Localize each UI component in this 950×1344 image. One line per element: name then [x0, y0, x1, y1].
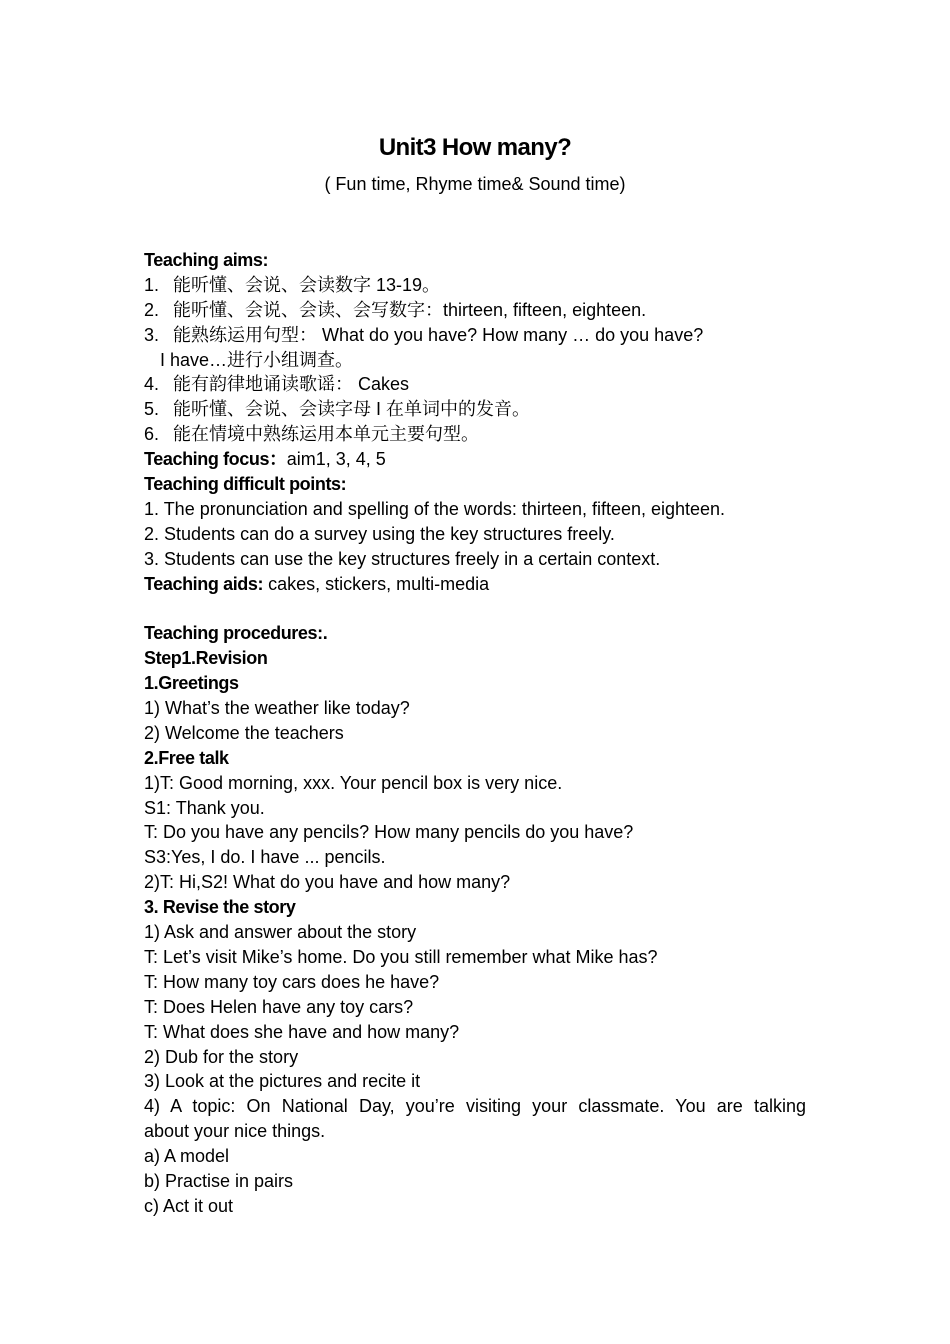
aim-number: 6. [144, 424, 160, 445]
teaching-aids [144, 572, 806, 597]
aim-text: 能熟练运用句型： What do you have? How many … do you have? [173, 324, 704, 345]
free-talk-line: S3:Yes, I do. I have ... pencils. [144, 847, 386, 868]
aim-item-3-continuation: I have…进行小组调查。 [160, 349, 354, 370]
focus-value: aim1, 3, 4, 5 [286, 449, 386, 470]
spacer [144, 596, 806, 621]
difficult-item: 1. The pronunciation and spelling of the words: thirteen, fifteen, eighteen. [144, 498, 726, 519]
aim-number: 3. [144, 324, 160, 345]
topic-line: 4) A topic: On National Day, you’re visiting your classmate. You are talking [144, 1096, 806, 1117]
activity-line: b) Practise in pairs [144, 1170, 294, 1191]
activity-line: a) A model [144, 1146, 230, 1167]
revise-line: T: Let’s visit Mike’s home. Do you still remember what Mike has? [144, 946, 658, 967]
revise-line: 3) Look at the pictures and recite it [144, 1071, 421, 1092]
page-title: Unit3 How many? [378, 134, 572, 161]
aim-text: 能听懂、会说、会读数字 13-19。 [173, 274, 441, 295]
revise-line: T: What does she have and how many? [144, 1021, 460, 1042]
aim-item-4 [144, 372, 806, 397]
aim-item-3 [144, 323, 806, 348]
revise-line: T: How many toy cars does he have? [144, 971, 440, 992]
aim-number: 5. [144, 399, 160, 420]
difficult-item: 2. Students can do a survey using the key structures freely. [144, 523, 615, 544]
aim-text: 能听懂、会说、会读、会写数字：thirteen, fifteen, eighteen. [173, 299, 647, 320]
greetings-line: 2) Welcome the teachers [144, 722, 344, 743]
difficult-heading: Teaching difficult points: [144, 474, 347, 495]
aim-item-6 [144, 422, 806, 447]
procedures-heading: Teaching procedures:. [144, 623, 328, 644]
revise-line: 2) Dub for the story [144, 1046, 299, 1067]
topic-line-continuation: about your nice things. [144, 1121, 326, 1142]
focus-label: Teaching focus： [144, 449, 287, 470]
aids-value: cakes, stickers, multi-media [263, 573, 490, 594]
greetings-line: 1) What’s the weather like today? [144, 698, 410, 719]
step1-heading: Step1.Revision [144, 648, 268, 669]
aim-text: 能听懂、会说、会读字母 I 在单词中的发音。 [173, 399, 531, 420]
aims-heading: Teaching aims: [144, 250, 269, 270]
activity-line: c) Act it out [144, 1195, 234, 1216]
document-body [144, 248, 806, 1219]
aim-number: 2. [144, 299, 160, 320]
aim-text: 能有韵律地诵读歌谣： Cakes [173, 374, 410, 395]
free-talk-line: S1: Thank you. [144, 797, 265, 818]
revise-line: T: Does Helen have any toy cars? [144, 996, 414, 1017]
aim-item-1 [144, 273, 806, 298]
aim-number: 4. [144, 374, 160, 395]
revise-heading: 3. Revise the story [144, 897, 296, 918]
aim-text: 能在情境中熟练运用本单元主要句型。 [173, 424, 479, 445]
aim-number: 1. [144, 274, 160, 295]
aids-label: Teaching aids: [144, 573, 264, 594]
free-talk-line: 2)T: Hi,S2! What do you have and how many? [144, 872, 511, 893]
page-subtitle: ( Fun time, Rhyme time& Sound time) [324, 174, 626, 194]
aim-item-2 [144, 298, 806, 323]
teaching-focus [144, 447, 806, 472]
aim-item-5 [144, 397, 806, 422]
free-talk-heading: 2.Free talk [144, 747, 229, 768]
free-talk-line: T: Do you have any pencils? How many pencils do you have? [144, 822, 634, 843]
revise-line: 1) Ask and answer about the story [144, 922, 417, 943]
free-talk-line: 1)T: Good morning, xxx. Your pencil box is very nice. [144, 772, 563, 793]
difficult-item: 3. Students can use the key structures freely in a certain context. [144, 548, 661, 569]
greetings-heading: 1.Greetings [144, 673, 239, 694]
